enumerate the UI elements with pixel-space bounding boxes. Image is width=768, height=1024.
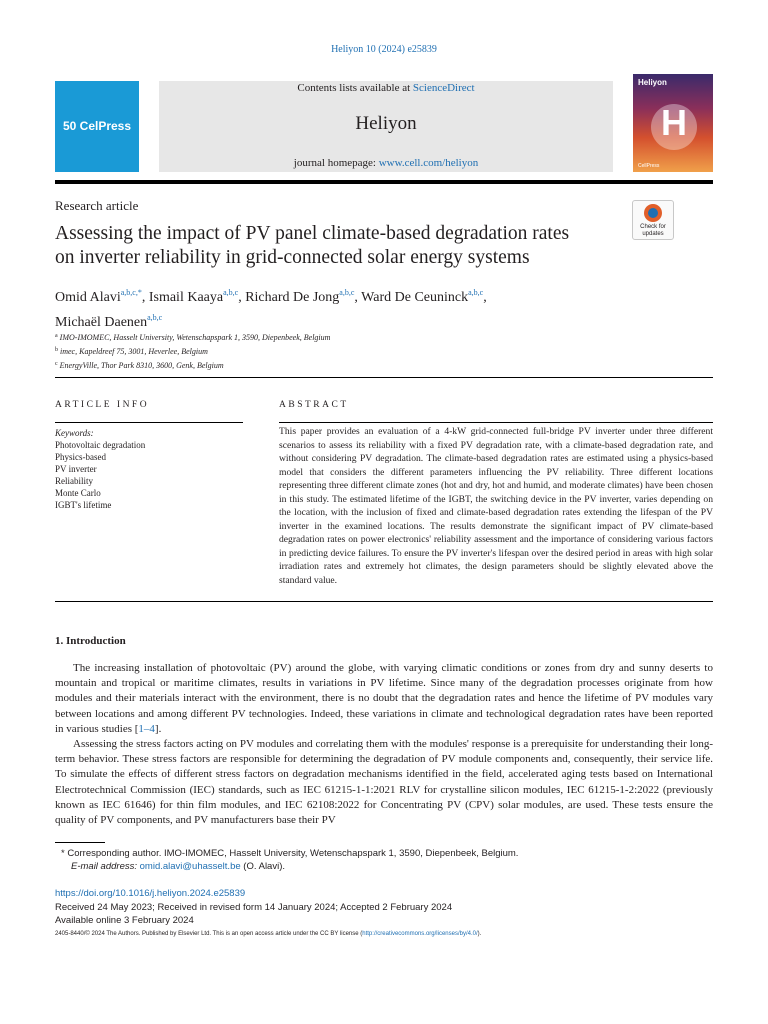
received-dates: Received 24 May 2023; Received in revised form 14 January 2024; Accepted 2 February 2024 — [55, 902, 453, 913]
online-date: Available online 3 February 2024 — [55, 915, 194, 926]
article-info-rule — [55, 422, 243, 423]
affiliation-item: $^c$ EnergyVille, Thor Park 8310, 3600, Genk, Belgium — [55, 361, 224, 370]
article-title — [55, 222, 625, 270]
contents-prefix: Contents lists available at — [297, 82, 413, 94]
abstract-text: This paper provides an evaluation of a 4-kW grid-connected full-bridge PV inverter under three different scenarios to assess its reliability with a fixed PV degradation rate, with a climate-based degradation rate, and without considering PV degradation. The climate-based degradation rates are estimated using a physics-based model that considers the different parameters influencing the PV reliability. Three different locations representing three different climate zones (hot and dry, hot and humid, and moderate climates) have been chosen in this study. The estimated lifetime of the IGBT, the switching device in the PV inverter, varies depending on the location, with the inclusion of fixed and climate-based degradation rates extending the lifespan of the PV inverter in the examined locations. The results demonstrate the significant impact of PV climate-based degradation rates on power electronics' reliability assessment and the importance of considering various factors in predicting device failures. To ensure the PV inverter's lifespan over the desired period in areas with high solar irradiation rates and extremely hot climates, the design parameters should be slightly elevated above the standard value. — [279, 426, 713, 586]
section-rule — [55, 601, 713, 602]
paragraph: Assessing the stress factors acting on PV modules and correlating them with the modules' response is a prerequisite for understanding their long-term behavior. These stress factors are responsible for determining the degradation of PV module components and, consequently, their service life. To simulate the effects of different stress factors on degradation mechanisms identified in the field, accelerated aging tests based on International Electrotechnical Commission (IEC) standards, such as IEC 61215-1-1:2021 RLV for crystalline silicon modules, IEC 61215-1-2:2022 (previously known as IEC 61646) for thin film modules, and IEC 62108:2022 for Concentrating PV (CPV) solar modules, are used. These tests ensure the quality of PV components, and PV manufacturers base their PV — [55, 738, 713, 827]
keyword: Photovoltaic degradation — [55, 440, 146, 450]
crossmark-inner-icon — [648, 208, 658, 218]
journal-reference[interactable]: Heliyon 10 (2024) e25839 — [331, 44, 437, 55]
header-rule — [55, 180, 713, 184]
cellpress-logo[interactable] — [55, 81, 139, 172]
keyword: Monte Carlo — [55, 488, 101, 498]
keyword: IGBT's lifetime — [55, 500, 112, 510]
logo-text: 50 CelPress — [62, 119, 132, 133]
introduction-body — [55, 661, 713, 828]
license-line: 2405-8440/© 2024 The Authors. Published by Elsevier Ltd. This is an open access article under the CC BY license (http://creativecommons.org/licenses/by/4.0/). — [55, 931, 482, 937]
affiliations — [55, 330, 330, 372]
author-list — [55, 283, 655, 333]
abstract-rule — [279, 422, 713, 423]
cover-letter: H — [661, 102, 687, 143]
corresponding-author-note: * Corresponding author. IMO-IMOMEC, Hasselt University, Wetenschapspark 1, 3590, Diepenbeek, Belgium. — [61, 848, 519, 859]
cover-publisher: CellPress — [638, 163, 660, 169]
journal-masthead — [159, 81, 613, 172]
journal-cover-image[interactable] — [633, 74, 713, 172]
paragraph: The increasing installation of photovoltaic (PV) around the globe, with varying climatic conditions or zones from dry and sunny deserts to mountain and tropical or maritime climates, results in variations in PV lifetime. Since many of the degradation processes originate from how modules and their materials interact with the environment, there is no doubt that the degradation rates and hence the lifetime of PV modules vary between locations and among different PV technologies. Indeed, these variations in climate and technological degradation rates have been reported in various studies [1–4]. — [55, 662, 713, 735]
keyword: Reliability — [55, 476, 93, 486]
footnote — [55, 847, 518, 873]
author: Michaël Daenen$^{a,b,c}$ — [55, 313, 163, 330]
keywords-list — [55, 427, 145, 511]
crossmark-label: Check for updates — [640, 224, 666, 237]
keyword: PV inverter — [55, 464, 97, 474]
author: Ismail Kaaya$^{a,b,c}$, — [148, 288, 246, 305]
journal-title: Heliyon — [355, 113, 417, 134]
section-rule — [55, 377, 713, 378]
introduction-heading: 1. Introduction — [55, 635, 126, 647]
author-affiliation-link[interactable]: a,b,c,* — [120, 288, 142, 297]
email-link[interactable]: omid.alavi@uhasselt.be — [139, 861, 241, 872]
homepage-prefix: journal homepage: — [293, 157, 379, 169]
email-line: E-mail address: omid.alavi@uhasselt.be (O. Alavi). — [71, 861, 285, 872]
affiliation-item: $^a$ IMO-IMOMEC, Hasselt University, Wetenschapspark 1, 3590, Diepenbeek, Belgium — [55, 333, 331, 342]
author-affiliation-link[interactable]: a,b,c — [223, 288, 239, 297]
author: Richard De Jong$^{a,b,c}$, — [245, 288, 362, 305]
citation-link[interactable]: 1–4 — [138, 722, 155, 735]
doi-link[interactable]: https://doi.org/10.1016/j.heliyon.2024.e25839 — [55, 888, 246, 899]
keywords-heading: Keywords: — [55, 428, 94, 438]
sciencedirect-link[interactable]: ScienceDirect — [412, 82, 475, 94]
title-line-1: Assessing the impact of PV panel climate-based degradation rates — [55, 223, 570, 244]
license-link[interactable]: http://creativecommons.org/licenses/by/4.0/ — [362, 931, 478, 937]
abstract-heading: ABSTRACT — [279, 400, 349, 410]
contents-line — [159, 82, 613, 94]
affiliation-item: $^b$ imec, Kapeldreef 75, 3001, Heverlee, Belgium — [55, 347, 208, 356]
author-affiliation-link[interactable]: a,b,c — [339, 288, 355, 297]
keyword: Physics-based — [55, 452, 106, 462]
article-type: Research article — [55, 198, 139, 213]
author: Omid Alavi$^{a,b,c,*}$, — [55, 288, 149, 305]
article-info-heading: ARTICLE INFO — [55, 400, 150, 410]
author: Ward De Ceuninck$^{a,b,c}$, — [361, 288, 487, 305]
check-for-updates-badge[interactable] — [632, 200, 674, 240]
author-affiliation-link[interactable]: a,b,c — [147, 313, 163, 322]
homepage-link[interactable]: www.cell.com/heliyon — [378, 157, 479, 169]
title-line-2: on inverter reliability in grid-connected solar energy systems — [55, 247, 530, 268]
homepage-line — [159, 157, 613, 169]
footnote-rule — [55, 842, 105, 843]
cover-title: Heliyon — [638, 78, 667, 87]
author-affiliation-link[interactable]: a,b,c — [468, 288, 484, 297]
